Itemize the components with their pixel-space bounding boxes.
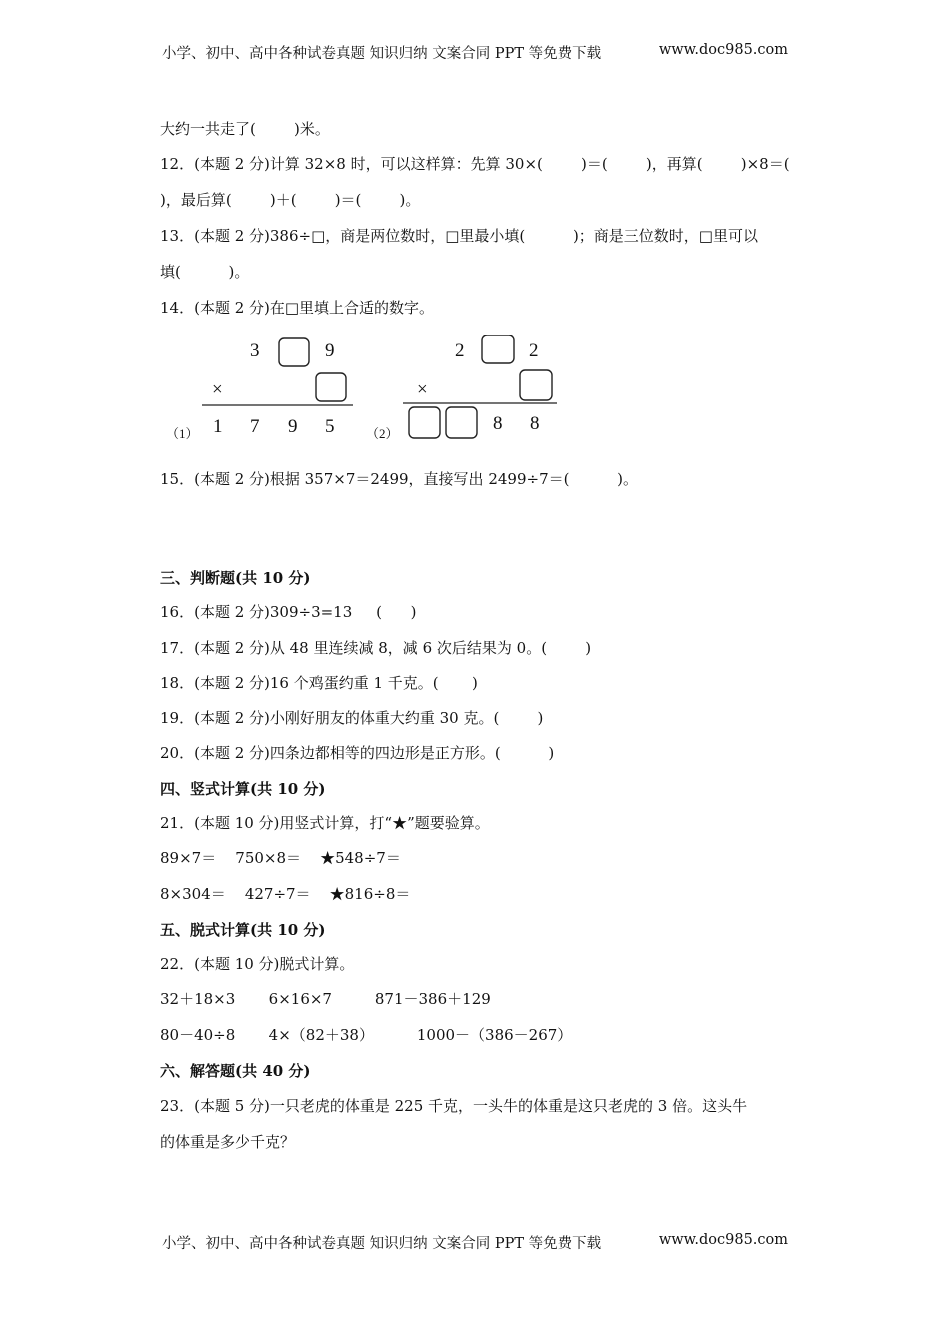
question-20: 20．(本题 2 分)四条边都相等的四边形是正方形。( ) [160,744,555,762]
multiplication-figure [160,335,580,445]
footer-text: 小学、初中、高中各种试卷真题 知识归纳 文案合同 PPT 等免费下载 [162,1236,602,1252]
p2-result-digit: 8 [493,413,503,434]
p2-blank-result-1 [409,407,440,438]
p2-top-right: 2 [529,340,539,361]
p2-label: （2） [366,426,399,441]
p2-times: × [417,379,428,400]
p2-blank-result-2 [446,407,477,438]
p1-blank-multiplier [316,373,346,401]
question-21-row2: 8×304＝ 427÷7＝ ★816÷8＝ [160,885,411,903]
question-13-line2: 填( )。 [160,263,250,281]
question-21-row1: 89×7＝ 750×8＝ ★548÷7＝ [160,849,401,867]
p1-result-digit: 7 [250,416,260,437]
footer-url: www.doc985.com [658,1232,788,1248]
page-footer [162,1232,788,1253]
p1-times: × [212,379,223,400]
section-3-heading: 三、判断题(共 10 分) [160,569,311,587]
question-17: 17．(本题 2 分)从 48 里连续减 8，减 6 次后结果为 0。( ) [160,639,592,657]
p1-result-digit: 5 [325,416,335,437]
section-4-heading: 四、竖式计算(共 10 分) [160,780,326,798]
page-header [162,42,788,63]
p1-blank-top [279,338,309,366]
p2-blank-multiplier [520,370,552,400]
question-19: 19．(本题 2 分)小刚好朋友的体重大约重 30 克。( ) [160,709,544,727]
p2-blank-top [482,335,514,363]
p1-result-digit: 9 [288,416,298,437]
section-5-heading: 五、脱式计算(共 10 分) [160,921,326,939]
question-22: 22．(本题 10 分)脱式计算。 [160,955,355,973]
p1-label: （1） [166,426,199,441]
q11-tail: 大约一共走了( )米。 [160,120,330,138]
question-21: 21．(本题 10 分)用竖式计算，打“★”题要验算。 [160,814,490,832]
question-15: 15．(本题 2 分)根据 357×7＝2499，直接写出 2499÷7＝( )。 [160,470,638,488]
header-text: 小学、初中、高中各种试卷真题 知识归纳 文案合同 PPT 等免费下载 [162,46,602,62]
question-12-line2: )，最后算( )＋( )＝( )。 [160,191,421,209]
question-22-row2: 80－40÷8 4×（82＋38） 1000－（386－267） [160,1026,573,1044]
question-18: 18．(本题 2 分)16 个鸡蛋约重 1 千克。( ) [160,674,478,692]
section-6-heading: 六、解答题(共 40 分) [160,1062,311,1080]
p1-top-left: 3 [250,340,260,361]
p1-result-digit: 1 [213,416,223,437]
question-12-line1: 12．(本题 2 分)计算 32×8 时，可以这样算：先算 30×( )＝( )，再算( )×8＝( [160,155,790,173]
question-23-line2: 的体重是多少千克？ [160,1133,296,1151]
p2-top-left: 2 [455,340,465,361]
question-14: 14．(本题 2 分)在□里填上合适的数字。 [160,299,435,317]
header-url: www.doc985.com [658,42,788,58]
p1-top-right: 9 [325,340,335,361]
question-22-row1: 32＋18×3 6×16×7 871－386＋129 [160,990,491,1008]
question-16: 16．(本题 2 分)309÷3=13 ( ) [160,603,417,621]
question-13-line1: 13．(本题 2 分)386÷□，商是两位数时，□里最小填( )；商是三位数时，□里可以 [160,227,758,245]
p2-result-digit: 8 [530,413,540,434]
question-23-line1: 23．(本题 5 分)一只老虎的体重是 225 千克，一头牛的体重是这只老虎的 3 倍。这头牛 [160,1097,748,1115]
